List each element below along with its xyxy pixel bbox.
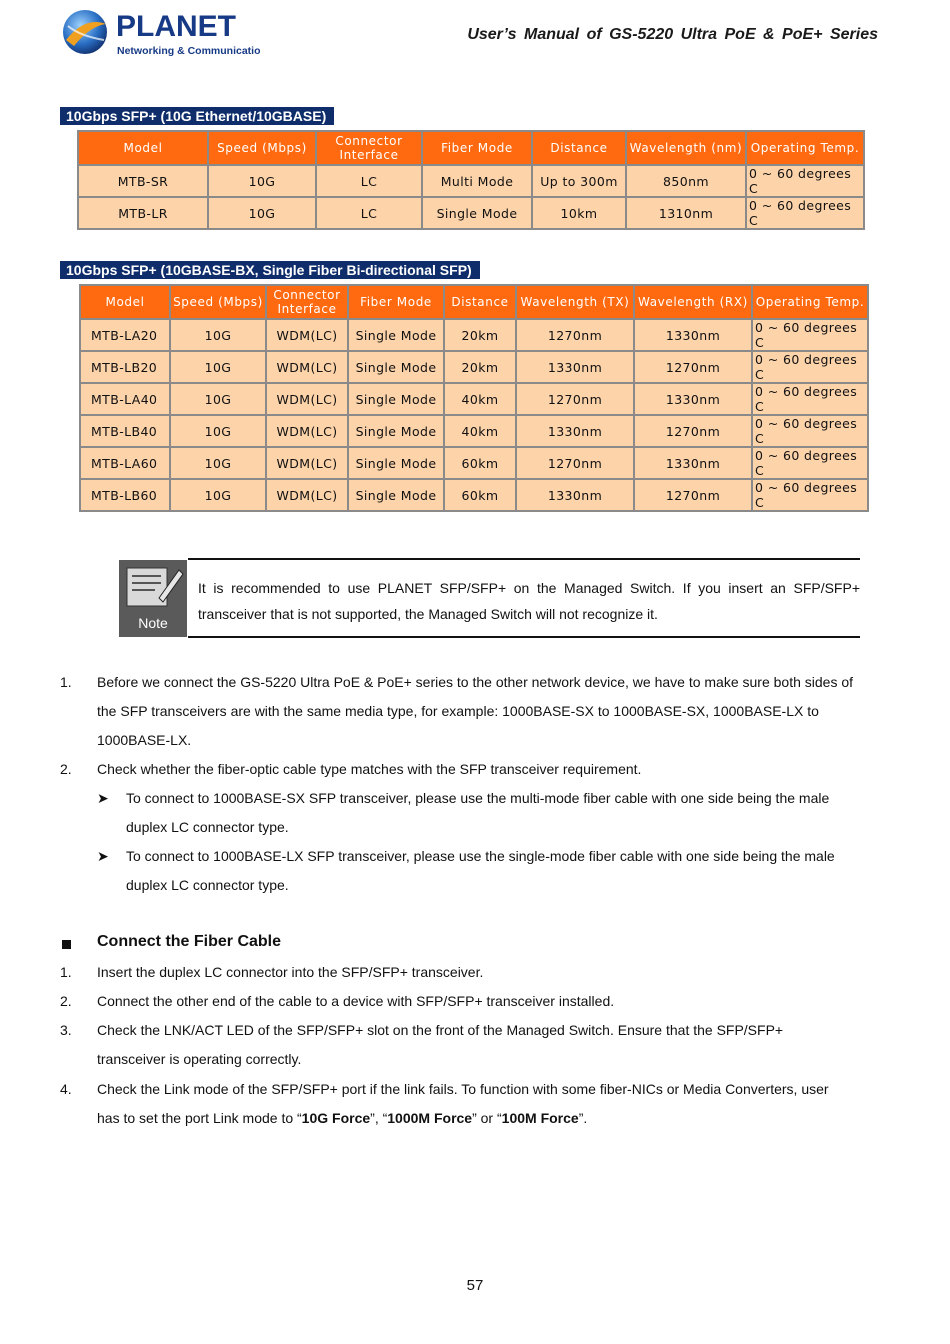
step-number: 2. (60, 761, 72, 777)
table2-header: Model (80, 285, 170, 319)
table2-cell: 1270nm (634, 415, 752, 447)
brand-text: PLANET (116, 10, 236, 43)
step-text: Before we connect the GS-5220 Ultra PoE & PoE+ series to the other network device, we have to make sure both sides of (97, 674, 854, 690)
table2-cell: WDM(LC) (266, 319, 348, 351)
table2-cell: 1330nm (634, 383, 752, 415)
table1-cell: MTB-SR (78, 165, 208, 197)
planet-logo (60, 6, 260, 60)
table2-cell: 1270nm (634, 351, 752, 383)
step-text: Insert the duplex LC connector into the SFP/SFP+ transceiver. (97, 964, 484, 980)
table2-cell: MTB-LB40 (80, 415, 170, 447)
manual-title: User’s Manual of GS-5220 Ultra PoE & PoE+ Series (467, 26, 878, 43)
table2-cell: 1330nm (634, 319, 752, 351)
table2-cell: WDM(LC) (266, 351, 348, 383)
brand-tagline: Networking & Communication (117, 45, 260, 57)
table2-cell: Single Mode (348, 415, 444, 447)
square-bullet-icon (62, 940, 71, 949)
step-text: the SFP transceivers are with the same media type, for example: 1000BASE-SX to 1000BASE-SX, 1000BASE-LX to (97, 703, 819, 719)
table2-cell: MTB-LA20 (80, 319, 170, 351)
table-row (78, 197, 864, 229)
table1-cell: 10km (532, 197, 626, 229)
step-text-force-modes: has to set the port Link mode to “10G Force”, “1000M Force” or “100M Force”. (97, 1110, 588, 1126)
table2-cell: WDM(LC) (266, 383, 348, 415)
table1-header: Speed (Mbps) (208, 131, 316, 165)
table2-header: Distance (444, 285, 516, 319)
table2-cell: MTB-LA40 (80, 383, 170, 415)
table1-cell: LC (316, 197, 422, 229)
table2-cell: 10G (170, 479, 266, 511)
table1-cell: LC (316, 165, 422, 197)
table2-cell: Single Mode (348, 447, 444, 479)
table-row (80, 383, 868, 415)
arrow-bullet-icon: ➤ (97, 790, 109, 806)
note-bottom-rule (188, 636, 860, 638)
table2-cell: 0 ~ 60 degrees C (752, 351, 868, 383)
table2-cell: Single Mode (348, 351, 444, 383)
table2-cell: MTB-LA60 (80, 447, 170, 479)
table1-header: Distance (532, 131, 626, 165)
sub-bullet-text: duplex LC connector type. (126, 877, 289, 893)
planet-globe-icon (60, 6, 260, 60)
table2-cell: 0 ~ 60 degrees C (752, 415, 868, 447)
force-mode-10g: 10G Force (301, 1110, 371, 1126)
table1-cell: Up to 300m (532, 165, 626, 197)
table-row (78, 165, 864, 197)
table2-cell: 10G (170, 383, 266, 415)
table1-header: Operating Temp. (746, 131, 864, 165)
table2-cell: 1270nm (516, 447, 634, 479)
table1-cell: 10G (208, 197, 316, 229)
sub-bullet-text: duplex LC connector type. (126, 819, 289, 835)
sub-bullet-text: To connect to 1000BASE-LX SFP transceiver, please use the single-mode fiber cable with one side being the male (126, 848, 835, 864)
table-row (80, 319, 868, 351)
table2-cell: 1330nm (634, 447, 752, 479)
table2-cell: 20km (444, 319, 516, 351)
table-row (80, 479, 868, 511)
table2-cell: 1270nm (516, 383, 634, 415)
table1-header: Wavelength (nm) (626, 131, 746, 165)
step-text: Check the LNK/ACT LED of the SFP/SFP+ slot on the front of the Managed Switch. Ensure that the SFP/SFP+ (97, 1022, 784, 1038)
table2-cell: MTB-LB60 (80, 479, 170, 511)
step-number: 1. (60, 964, 72, 980)
step-number: 1. (60, 674, 72, 690)
sub-bullet-text: To connect to 1000BASE-SX SFP transceiver, please use the multi-mode fiber cable with one side being the male (126, 790, 830, 806)
force-mode-1000m: 1000M Force (387, 1110, 473, 1126)
sfp-table-10gbase (77, 130, 865, 230)
table2-cell: 1270nm (516, 319, 634, 351)
table1-cell: Multi Mode (422, 165, 532, 197)
table-row (80, 447, 868, 479)
table2-cell: 60km (444, 479, 516, 511)
step-text: transceiver is operating correctly. (97, 1051, 302, 1067)
table-row (80, 351, 868, 383)
table2-header: Operating Temp. (752, 285, 868, 319)
note-icon (119, 560, 187, 637)
table1-cell: 10G (208, 165, 316, 197)
table2-cell: 0 ~ 60 degrees C (752, 383, 868, 415)
note-top-rule (188, 558, 860, 560)
step-text: Check whether the fiber-optic cable type matches with the SFP transceiver requirement. (97, 761, 642, 777)
table1-title: 10Gbps SFP+ (10G Ethernet/10GBASE) (60, 107, 334, 125)
table2-cell: 1330nm (516, 479, 634, 511)
table2-header: Fiber Mode (348, 285, 444, 319)
table2-cell: WDM(LC) (266, 447, 348, 479)
step-number: 4. (60, 1081, 72, 1097)
table1-cell: 0 ~ 60 degrees C (746, 197, 864, 229)
table2-cell: Single Mode (348, 479, 444, 511)
step-text: 1000BASE-LX. (97, 732, 192, 748)
table2-header: Speed (Mbps) (170, 285, 266, 319)
table2-header: Wavelength (TX) (516, 285, 634, 319)
table2-cell: 0 ~ 60 degrees C (752, 319, 868, 351)
table2-cell: Single Mode (348, 383, 444, 415)
section-heading: Connect the Fiber Cable (97, 933, 282, 950)
table2-cell: 1330nm (516, 415, 634, 447)
table2-cell: 10G (170, 415, 266, 447)
table2-title: 10Gbps SFP+ (10GBASE-BX, Single Fiber Bi-directional SFP) (60, 261, 480, 279)
table2-header: Connector Interface (266, 285, 348, 319)
table2-cell: WDM(LC) (266, 415, 348, 447)
note-text: It is recommended to use PLANET SFP/SFP+ on the Managed Switch. If you insert an SFP/SFP+ transceiver that is not supported, the Managed Switch will not recognize it. (198, 580, 860, 622)
table2-cell: WDM(LC) (266, 479, 348, 511)
table1-cell: MTB-LR (78, 197, 208, 229)
table-row (80, 415, 868, 447)
force-mode-100m: 100M Force (501, 1110, 579, 1126)
table1-cell: 1310nm (626, 197, 746, 229)
table2-cell: 10G (170, 351, 266, 383)
table2-cell: 40km (444, 383, 516, 415)
table2-cell: 1270nm (634, 479, 752, 511)
table2-cell: 10G (170, 447, 266, 479)
note-icon-label: Note (138, 615, 168, 631)
page-number: 57 (466, 1277, 484, 1294)
table2-cell: 60km (444, 447, 516, 479)
table1-cell: Single Mode (422, 197, 532, 229)
step-text: Connect the other end of the cable to a device with SFP/SFP+ transceiver installed. (97, 993, 615, 1009)
table1-cell: 850nm (626, 165, 746, 197)
table2-cell: 40km (444, 415, 516, 447)
step-number: 3. (60, 1022, 72, 1038)
table2-header: Wavelength (RX) (634, 285, 752, 319)
step-text: Check the Link mode of the SFP/SFP+ port if the link fails. To function with some fiber-NICs or Media Converters, user (97, 1081, 829, 1097)
arrow-bullet-icon: ➤ (97, 848, 109, 864)
table2-cell: 10G (170, 319, 266, 351)
table2-cell: 0 ~ 60 degrees C (752, 479, 868, 511)
step-number: 2. (60, 993, 72, 1009)
table1-cell: 0 ~ 60 degrees C (746, 165, 864, 197)
table2-cell: 20km (444, 351, 516, 383)
table1-header: Model (78, 131, 208, 165)
table2-cell: Single Mode (348, 319, 444, 351)
table1-header: Connector Interface (316, 131, 422, 165)
sfp-table-10gbase-bx (79, 284, 869, 512)
table2-cell: 1330nm (516, 351, 634, 383)
table2-cell: MTB-LB20 (80, 351, 170, 383)
table1-header: Fiber Mode (422, 131, 532, 165)
table2-cell: 0 ~ 60 degrees C (752, 447, 868, 479)
